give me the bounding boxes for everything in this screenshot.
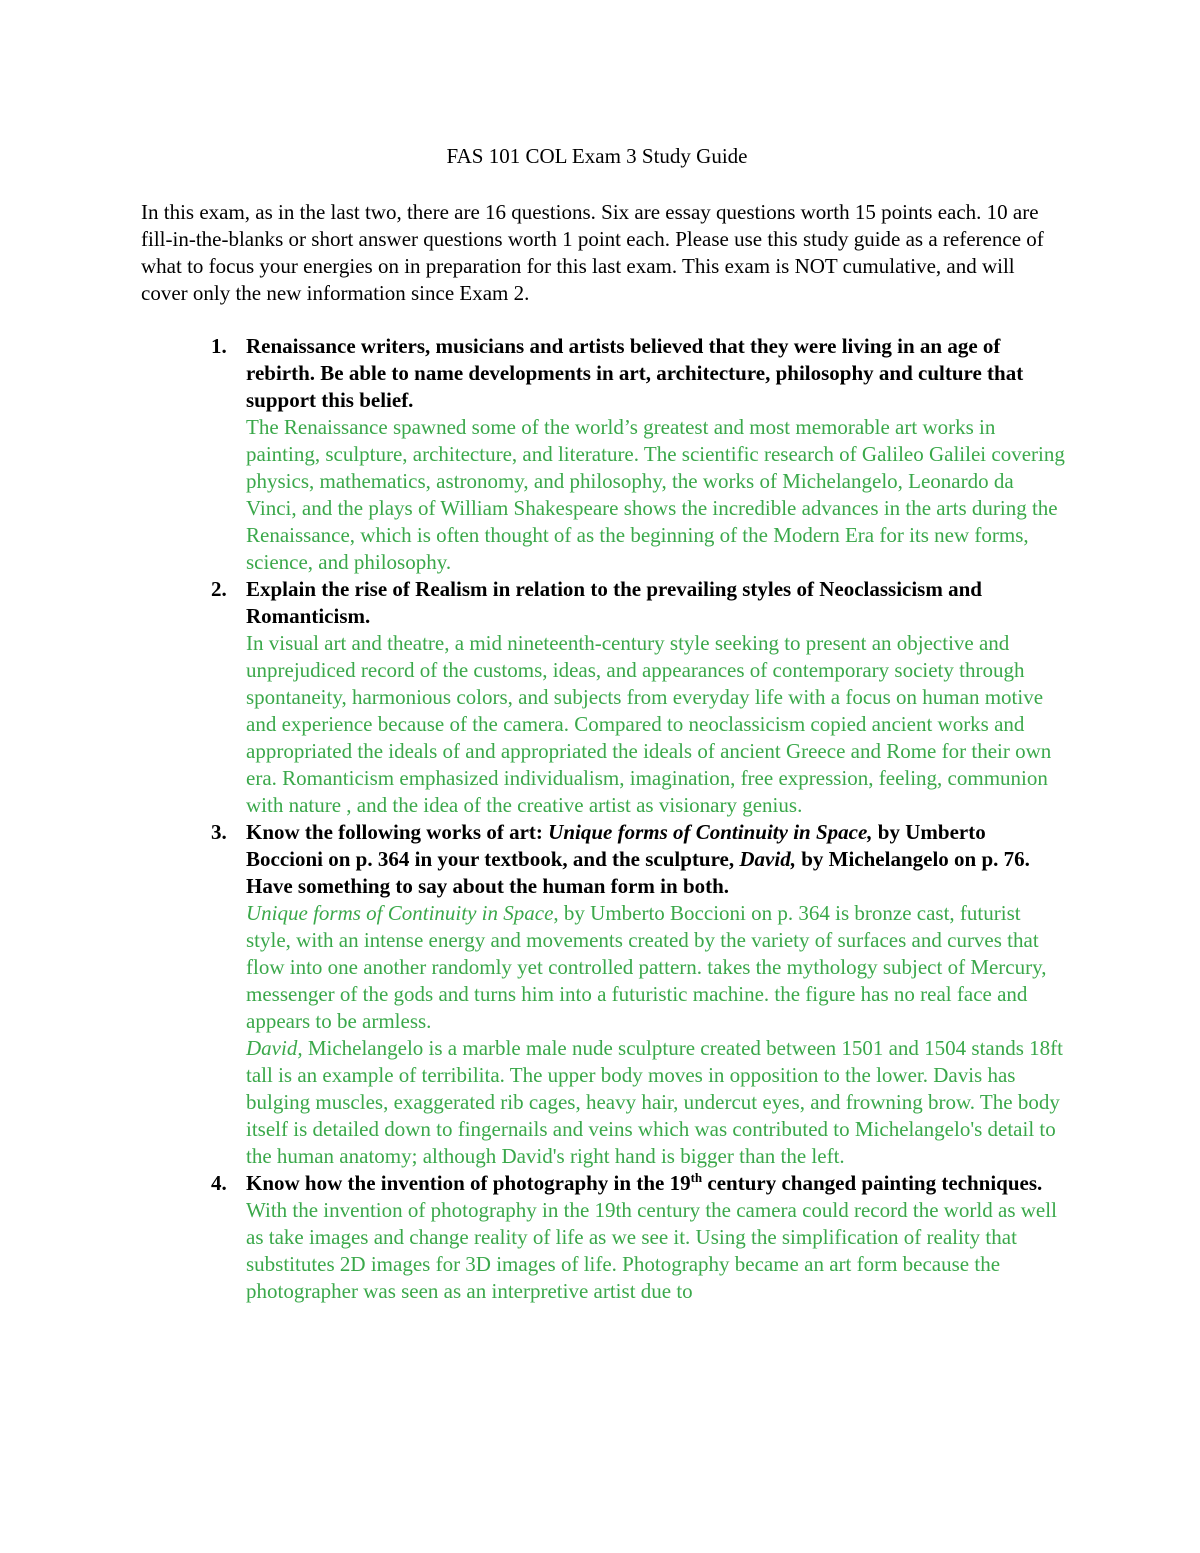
answer-text: The Renaissance spawned some of the world’s greatest and most memorable art works in painting, sculpture, architecture, and literature. The scientific research of Galileo Galilei covering physics, mathematics, astronomy, and philosophy, the works of Michelangelo, Leonardo da Vinci, and the plays of William Shakespeare shows the incredible advances in the arts during the Renaissance, which is often thought of as the beginning of the Modern Era for its new forms, science, and philosophy. bbox=[246, 415, 1065, 574]
question-number: 2. bbox=[211, 577, 227, 601]
question-text bbox=[246, 1170, 1066, 1197]
superscript: th bbox=[690, 1170, 703, 1185]
answer-text-part: Michelangelo is a marble male nude sculpture created between 1501 and 1504 stands 18ft tall is an example of terribilita. The upper body moves in opposition to the lower. Davis has bulging muscles, exaggerated rib cages, heavy hair, undercut eyes, and frowning brow. The body itself is detailed down to fingernails and veins which was contributed to Michelangelo's detail to the human anatomy; although David's right hand is bigger than the left. bbox=[246, 1036, 1063, 1168]
question-text-part: by Umberto Boccioni on p. 364 in your textbook, and the sculpture, bbox=[246, 820, 986, 871]
question-text: Explain the rise of Realism in relation to the prevailing styles of Neoclassicism and Romanticism. bbox=[246, 577, 982, 628]
answer-text bbox=[246, 900, 1066, 1035]
question-text-part: century changed painting techniques. bbox=[702, 1171, 1043, 1195]
question-text bbox=[246, 819, 1066, 900]
question-item bbox=[141, 333, 1066, 576]
answer-text-part: , by Umberto Boccioni on p. 364 is bronze cast, futurist style, with an intense energy and movements created by the variety of surfaces and curves that flow into one another randomly yet controlled pattern. takes the mythology subject of Mercury, messenger of the gods and turns him into a futuristic machine. the figure has no real face and appears to be armless. bbox=[246, 901, 1047, 1033]
answer-text bbox=[246, 1035, 1066, 1170]
artwork-title: David, bbox=[246, 1036, 303, 1060]
question-text-part: Know the following works of art: bbox=[246, 820, 549, 844]
artwork-title: David, bbox=[739, 847, 796, 871]
intro-paragraph: In this exam, as in the last two, there are 16 questions. Six are essay questions worth 15 points each. 10 are fill-in-the-blanks or short answer questions worth 1 point each. Please use this study guide as a reference of what to focus your energies on in preparation for this last exam. This exam is NOT cumulative, and will cover only the new information since Exam 2. bbox=[141, 200, 1044, 305]
artwork-title: Unique forms of Continuity in Space bbox=[246, 901, 554, 925]
question-list bbox=[141, 333, 1066, 1305]
question-text: Renaissance writers, musicians and artists believed that they were living in an age of rebirth. Be able to name developments in art, architecture, philosophy and culture that support this belief. bbox=[246, 334, 1024, 412]
question-number: 4. bbox=[211, 1171, 227, 1195]
answer-text: With the invention of photography in the 19th century the camera could record the world as well as take images and change reality of life as we see it. Using the simplification of reality that substitutes 2D images for 3D images of life. Photography became an art form because the photographer was seen as an interpretive artist due to bbox=[246, 1198, 1057, 1303]
artwork-title: Unique forms of Continuity in Space, bbox=[548, 820, 873, 844]
question-item bbox=[141, 1170, 1066, 1305]
document-title: FAS 101 COL Exam 3 Study Guide bbox=[446, 144, 748, 168]
answer-text: In visual art and theatre, a mid nineteenth-century style seeking to present an objective and unprejudiced record of the customs, ideas, and appearances of contemporary society through spontaneity, harmonious colors, and subjects from everyday life with a focus on human motive and experience because of the camera. Compared to neoclassicism copied ancient works and appropriated the ideals of and appropriated the ideals of ancient Greece and Rome for their own era. Romanticism emphasized individualism, imagination, free expression, feeling, communion with nature , and the idea of the creative artist as visionary genius. bbox=[246, 631, 1052, 817]
question-item bbox=[141, 576, 1066, 819]
question-item bbox=[141, 819, 1066, 1170]
question-number: 1. bbox=[211, 334, 227, 358]
question-text-part: by Michelangelo on p. 76. Have something to say about the human form in both. bbox=[246, 847, 1030, 898]
question-number: 3. bbox=[211, 820, 227, 844]
question-text-part: Know how the invention of photography in the 19 bbox=[246, 1171, 691, 1195]
